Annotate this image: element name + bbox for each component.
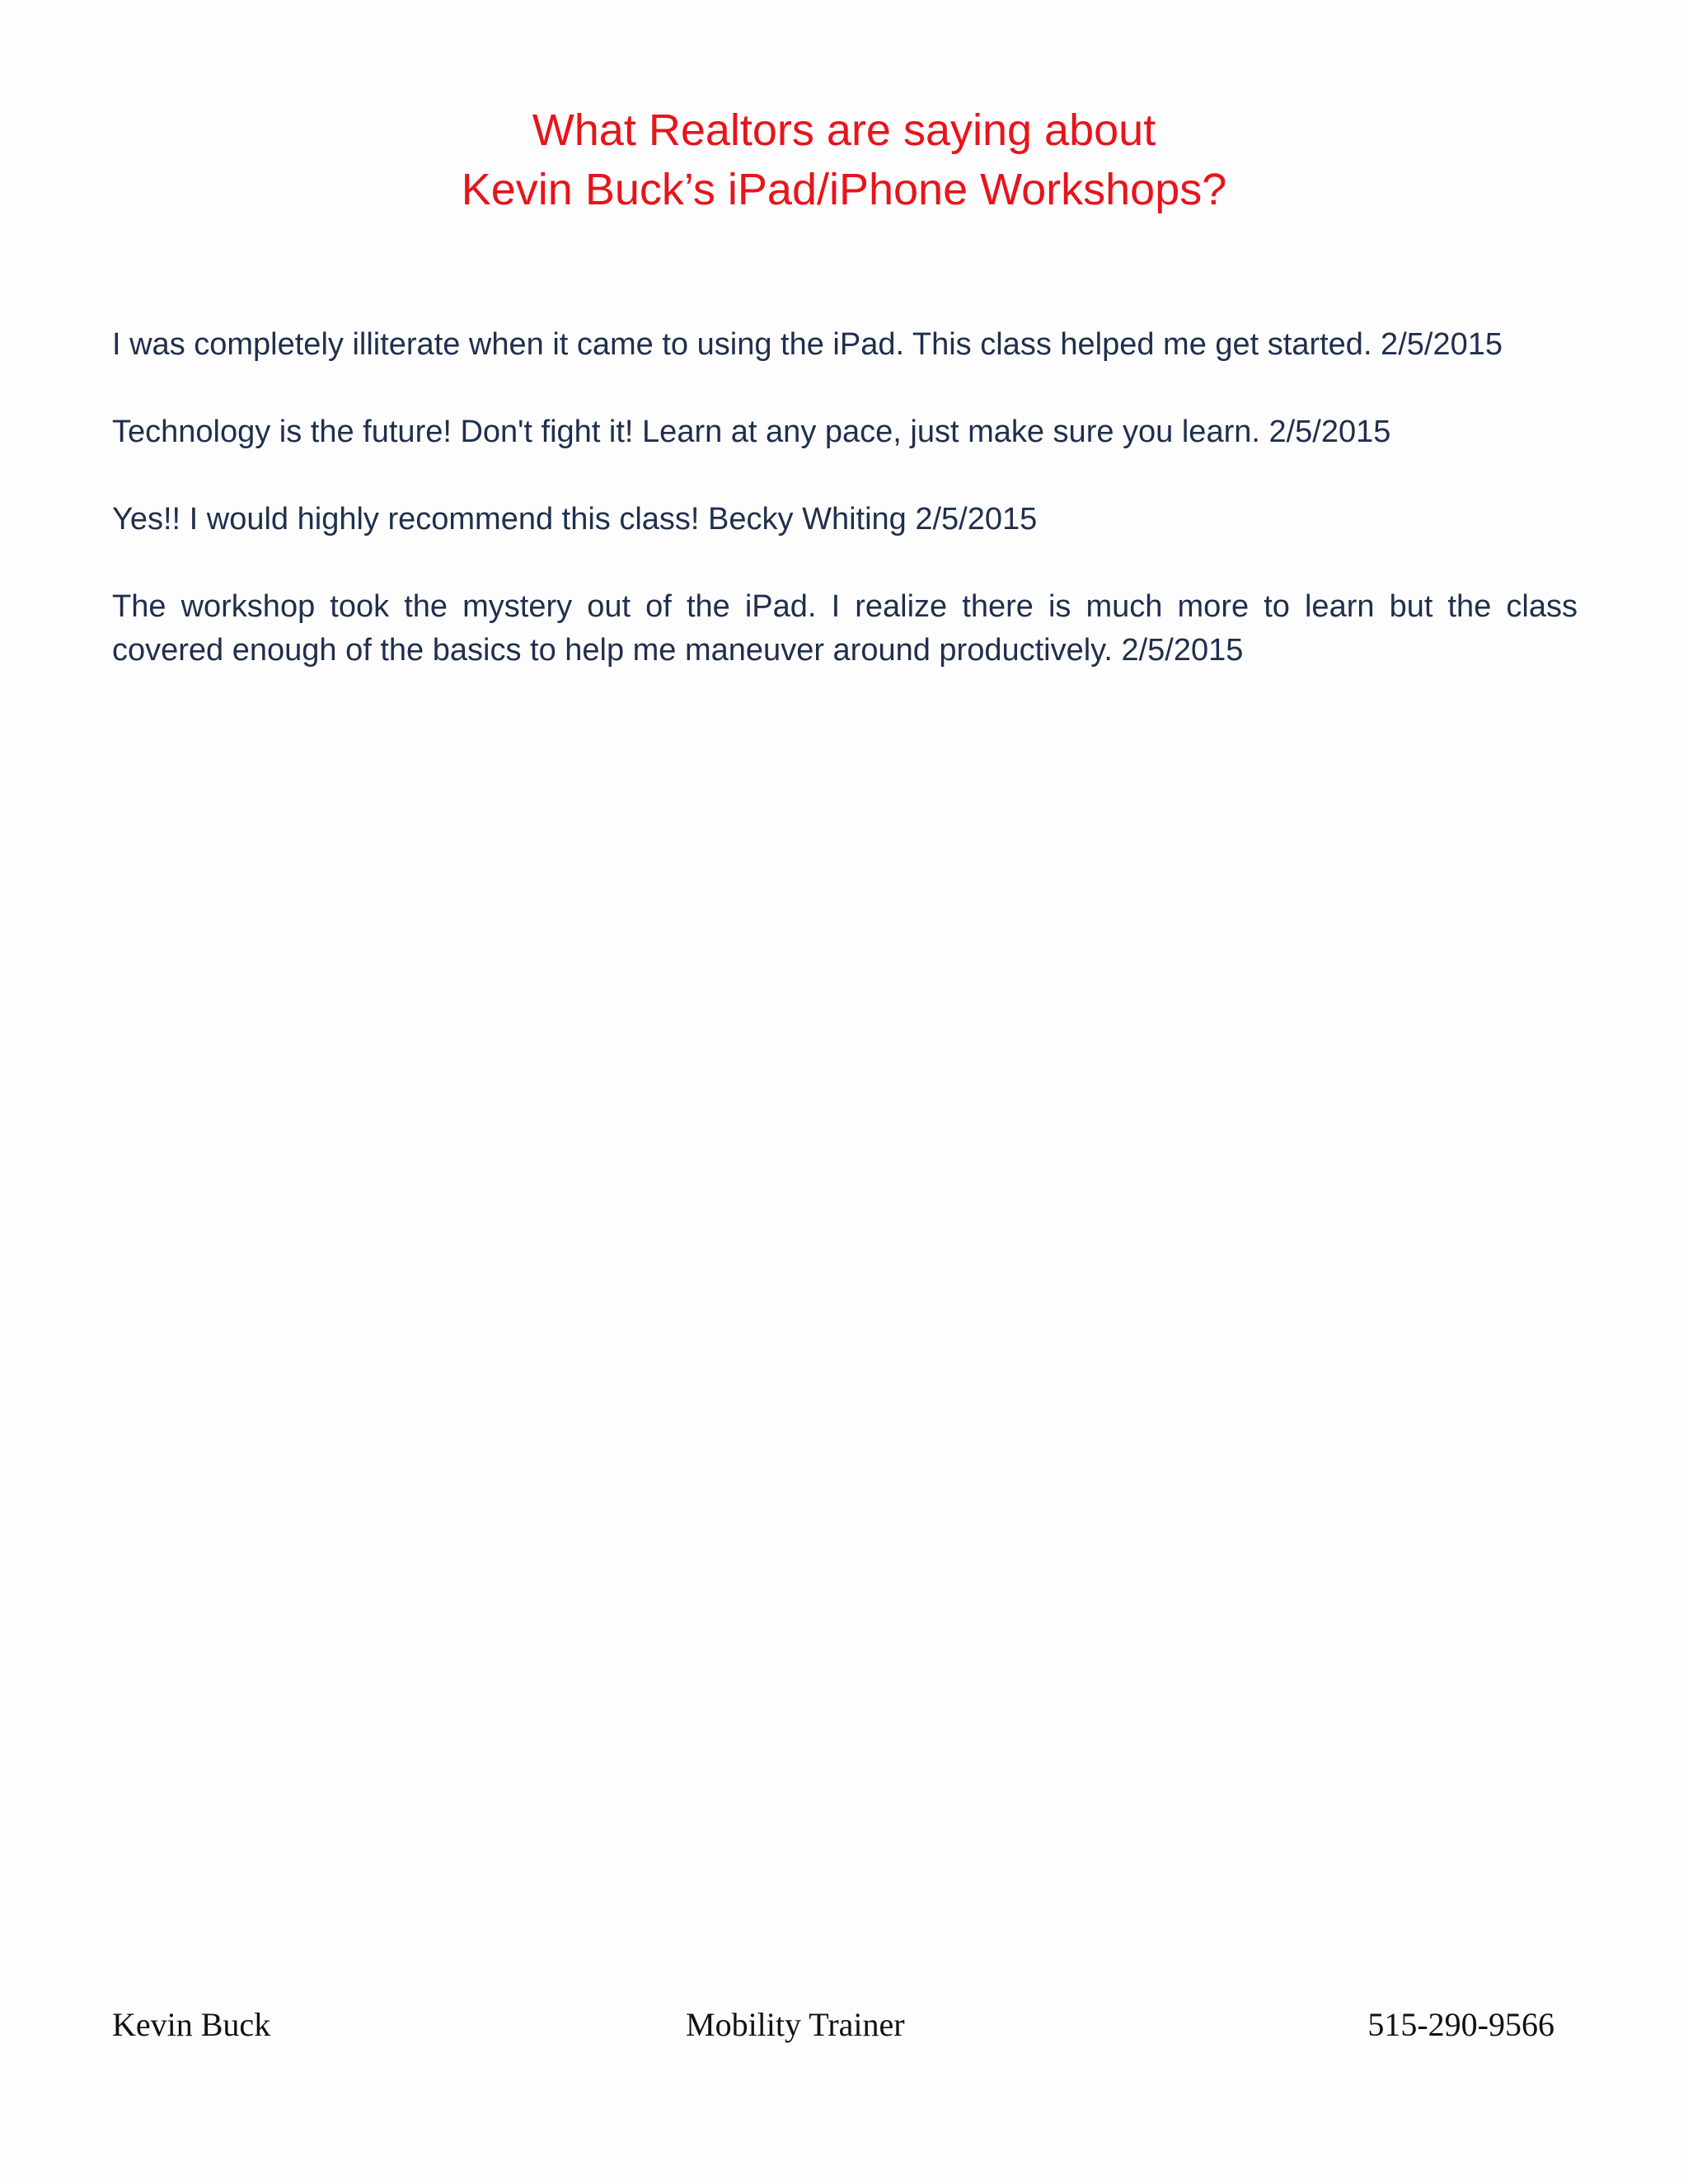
testimonial-3: Yes!! I would highly recommend this class! Becky Whiting 2/5/2015 [112,502,1038,537]
footer-name: Kevin Buck [112,2006,271,2043]
footer-phone: 515-290-9566 [1367,2006,1554,2043]
testimonial-1: I was completely illiterate when it came to using the iPad. This class helped me get started. 2/5/2015 [112,327,1503,362]
testimonials-list [112,323,1578,716]
page-title [0,101,1688,219]
testimonial-4: The workshop took the mystery out of the iPad. I realize there is much more to learn but the class covered enough of the basics to help me maneuver around productively. 2/5/2015 [112,589,1578,668]
title-line-1: What Realtors are saying about [532,105,1156,155]
footer-role: Mobility Trainer [686,2006,905,2043]
title-line-2: Kevin Buck’s iPad/iPhone Workshops? [461,165,1227,214]
testimonial-2: Technology is the future! Don't fight it! Learn at any pace, just make sure you learn. 2/5/2015 [112,415,1391,449]
